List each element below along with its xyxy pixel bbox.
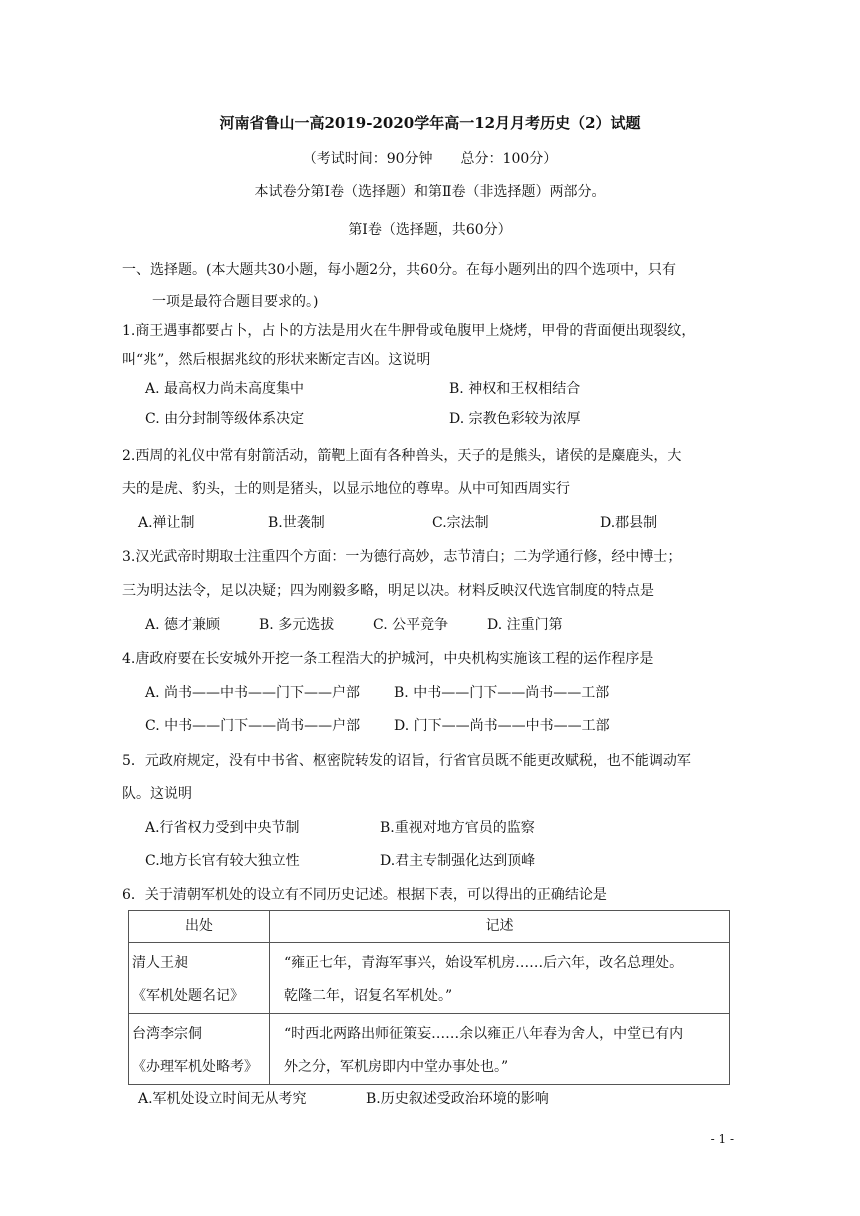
q3-option-d: D. 注重门第 — [487, 617, 563, 633]
table-cell-record — [270, 943, 730, 1014]
record-line: “雍正七年，青海军事兴，始设军机房……后六年，改名总理处。 — [284, 955, 684, 971]
question-2-line-2: 夫的是虎、豹头，士的则是猪头，以显示地位的尊卑。从中可知西周实行 — [122, 481, 570, 497]
part-heading: 第Ⅰ卷（选择题，共60分） — [348, 222, 512, 238]
section-instruction: 一、选择题。(本大题共30小题，每小题2分，共60分。在每小题列出的四个选项中，只有 — [122, 262, 676, 278]
question-3-line-2: 三为明达法令，足以决疑；四为刚毅多略，明足以决。材料反映汉代选官制度的特点是 — [122, 583, 654, 599]
table-cell-record — [270, 1014, 730, 1085]
table-cell-source — [129, 1014, 270, 1085]
table-header-record: 记述 — [270, 911, 730, 943]
q5-option-d: D.君主专制强化达到顶峰 — [380, 853, 536, 869]
q3-option-a: A. 德才兼顾 — [145, 617, 221, 633]
exam-info: （考试时间：90分钟 总分：100分） — [302, 151, 558, 167]
record-line: 外之分，军机房即内中堂办事处也。” — [284, 1059, 509, 1075]
q6-option-b: B.历史叙述受政治环境的影响 — [366, 1091, 549, 1107]
q5-option-a: A.行省权力受到中央节制 — [145, 820, 300, 836]
source-table — [128, 910, 730, 1085]
q4-option-b: B. 中书——门下——尚书——工部 — [394, 685, 610, 701]
table-cell-source — [129, 943, 270, 1014]
q3-option-b: B. 多元选拔 — [259, 617, 335, 633]
q2-option-c: C.宗法制 — [432, 515, 489, 531]
question-4-line-1: 4.唐政府要在长安城外开挖一条工程浩大的护城河，中央机构实施该工程的运作程序是 — [122, 651, 654, 667]
q4-option-a: A. 尚书——中书——门下——户部 — [145, 685, 361, 701]
q4-option-c: C. 中书——门下——尚书——户部 — [145, 718, 361, 734]
q4-option-d: D. 门下——尚书——中书——工部 — [394, 718, 610, 734]
exam-title: 河南省鲁山一高2019-2020学年高一12月月考历史（2）试题 — [219, 114, 641, 132]
q2-option-d: D.郡县制 — [600, 515, 658, 531]
table-header-source: 出处 — [129, 911, 270, 943]
exam-structure: 本试卷分第Ⅰ卷（选择题）和第Ⅱ卷（非选择题）两部分。 — [254, 184, 606, 200]
question-1-line-2: 叫“兆”，然后根据兆纹的形状来断定吉凶。这说明 — [122, 352, 431, 368]
section-instruction-cont: 一项是最符合题目要求的。) — [152, 294, 319, 310]
source-author: 清人王昶 — [132, 955, 188, 971]
q3-option-c: C. 公平竞争 — [373, 617, 449, 633]
record-line: “时西北两路出师征策妄……余以雍正八年春为舍人，中堂已有内 — [284, 1026, 684, 1042]
q1-option-a: A. 最高权力尚未高度集中 — [145, 381, 305, 397]
q1-option-b: B. 神权和王权相结合 — [449, 381, 581, 397]
question-6-line-1: 6．关于清朝军机处的设立有不同历史记述。根据下表，可以得出的正确结论是 — [122, 887, 607, 903]
q5-option-c: C.地方长官有较大独立性 — [145, 853, 300, 869]
table-row — [129, 943, 730, 1014]
record-line: 乾隆二年，诏复名军机处。” — [284, 988, 453, 1004]
question-5-line-2: 队。这说明 — [122, 786, 192, 802]
source-author: 台湾李宗侗 — [132, 1026, 202, 1042]
q1-option-c: C. 由分封制等级体系决定 — [145, 411, 305, 427]
q1-option-d: D. 宗教色彩较为浓厚 — [449, 411, 581, 427]
table-header-row — [129, 911, 730, 943]
question-5-line-1: 5．元政府规定，没有中书省、枢密院转发的诏旨，行省官员既不能更改赋税，也不能调动军 — [122, 753, 691, 769]
question-2-line-1: 2.西周的礼仪中常有射箭活动，箭靶上面有各种兽头，天子的是熊头，诸侯的是麋鹿头，大 — [122, 448, 682, 464]
table-row — [129, 1014, 730, 1085]
page-number: - 1 - — [710, 1132, 734, 1146]
question-1-line-1: 1.商王遇事都要占卜，占卜的方法是用火在牛胛骨或龟腹甲上烧烤，甲骨的背面便出现裂纹， — [122, 323, 696, 339]
q5-option-b: B.重视对地方官员的监察 — [380, 820, 535, 836]
source-work: 《军机处题名记》 — [132, 988, 244, 1004]
q6-option-a: A.军机处设立时间无从考究 — [138, 1091, 307, 1107]
source-work: 《办理军机处略考》 — [132, 1059, 258, 1075]
question-3-line-1: 3.汉光武帝时期取士注重四个方面：一为德行高妙，志节清白；二为学通行修，经中博士； — [122, 549, 682, 565]
q2-option-b: B.世袭制 — [268, 515, 325, 531]
q2-option-a: A.禅让制 — [138, 515, 195, 531]
